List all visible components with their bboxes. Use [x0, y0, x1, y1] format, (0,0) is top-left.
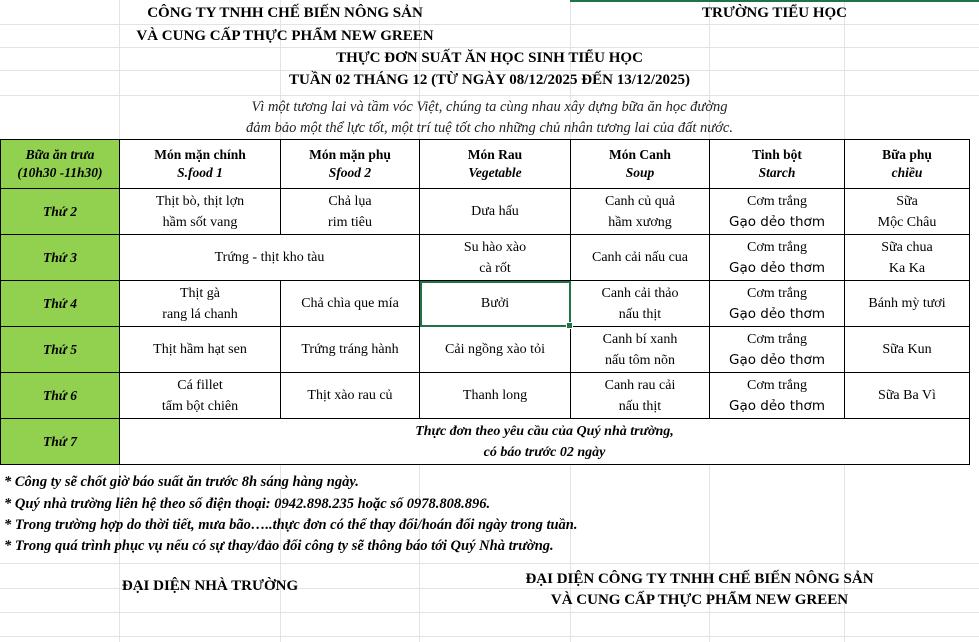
snack-cell[interactable]: Sữa Ba Vì: [845, 373, 970, 419]
starch-cell[interactable]: Cơm trắng Gạo dẻo thơm: [710, 327, 845, 373]
side-dish-cell[interactable]: Thịt xào rau củ: [281, 373, 420, 419]
slogan-line1: Vì một tương lai và tầm vóc Việt, chúng ta cùng nhau xây dựng bữa ăn học đường: [251, 99, 728, 115]
gridline: [0, 95, 979, 96]
side-dish-cell[interactable]: Chả lụa rim tiêu: [281, 189, 420, 235]
snack-cell[interactable]: Sữa Mộc Châu: [845, 189, 970, 235]
table-row: [1, 373, 970, 419]
slogan-line2: đảm bảo một thể lực tốt, một trí tuệ tốt cho những chủ nhân tương lai của đất nước.: [246, 120, 733, 136]
snack-cell[interactable]: Sữa Kun: [845, 327, 970, 373]
soup-cell[interactable]: Canh cải thảo nấu thịt: [571, 281, 710, 327]
gridline: [0, 24, 979, 25]
header-soup[interactable]: Món Canh Soup: [571, 140, 710, 189]
company-name-line1: CÔNG TY TNHH CHẾ BIẾN NÔNG SẢN: [147, 5, 423, 21]
gridline: [0, 612, 979, 613]
header-starch[interactable]: Tinh bột Starch: [710, 140, 845, 189]
company-name-line2: VÀ CUNG CẤP THỰC PHẨM NEW GREEN: [136, 28, 434, 44]
day-label[interactable]: Thứ 3: [1, 235, 120, 281]
gridline: [0, 47, 979, 48]
header-snack[interactable]: Bữa phụ chiều: [845, 140, 970, 189]
header-side-dish[interactable]: Món mặn phụ Sfood 2: [281, 140, 420, 189]
main-dish-cell[interactable]: Thịt gà rang lá chanh: [120, 281, 281, 327]
soup-cell[interactable]: Canh bí xanh nấu tôm nõn: [571, 327, 710, 373]
soup-cell[interactable]: Canh rau cải nấu thịt: [571, 373, 710, 419]
table-row: [1, 327, 970, 373]
gridline: [0, 636, 979, 637]
vegetable-cell-selected[interactable]: Bưởi: [420, 281, 571, 327]
side-dish-cell[interactable]: Chả chìa que mía: [281, 281, 420, 327]
snack-cell[interactable]: Sữa chua Ka Ka: [845, 235, 970, 281]
starch-cell[interactable]: Cơm trắng Gạo dẻo thơm: [710, 189, 845, 235]
menu-title: THỰC ĐƠN SUẤT ĂN HỌC SINH TIỂU HỌC: [336, 50, 643, 66]
saturday-note-cell[interactable]: Thực đơn theo yêu cầu của Quý nhà trường, có báo trước 02 ngày: [120, 419, 970, 465]
company-signature-line2: VÀ CUNG CẤP THỰC PHẨM NEW GREEN: [550, 592, 849, 608]
company-signature-line1: ĐẠI DIỆN CÔNG TY TNHH CHẾ BIẾN NÔNG SẢN: [525, 571, 874, 587]
soup-cell[interactable]: Canh cải nấu cua: [571, 235, 710, 281]
vegetable-cell[interactable]: Thanh long: [420, 373, 571, 419]
note-item: * Quý nhà trường liên hệ theo số điện thoại: 0942.898.235 hoặc số 0978.808.896.: [4, 496, 491, 512]
header-meal[interactable]: Bữa ăn trưa (10h30 -11h30): [1, 140, 120, 189]
note-item: * Trong quá trình phục vụ nếu có sự thay/đảo đổi công ty sẽ thông báo tới Quý Nhà trường.: [4, 538, 554, 554]
note-item: * Công ty sẽ chốt giờ báo suất ăn trước 8h sáng hàng ngày.: [4, 474, 359, 490]
table-row: [1, 235, 970, 281]
vegetable-cell[interactable]: Su hào xào cà rốt: [420, 235, 571, 281]
day-label[interactable]: Thứ 4: [1, 281, 120, 327]
vegetable-cell[interactable]: Dưa hấu: [420, 189, 571, 235]
table-row: [1, 419, 970, 465]
day-label[interactable]: Thứ 7: [1, 419, 120, 465]
header-main-dish[interactable]: Món mặn chính S.food 1: [120, 140, 281, 189]
starch-cell[interactable]: Cơm trắng Gạo dẻo thơm: [710, 235, 845, 281]
school-signature: ĐẠI DIỆN NHÀ TRƯỜNG: [121, 578, 299, 594]
starch-cell[interactable]: Cơm trắng Gạo dẻo thơm: [710, 373, 845, 419]
table-row: [1, 189, 970, 235]
vegetable-cell[interactable]: Cải ngồng xào tỏi: [420, 327, 571, 373]
main-dish-cell[interactable]: Cá fillet tẩm bột chiên: [120, 373, 281, 419]
side-dish-cell[interactable]: Trứng tráng hành: [281, 327, 420, 373]
menu-week: TUẦN 02 THÁNG 12 (TỪ NGÀY 08/12/2025 ĐẾN 13/12/2025): [288, 72, 691, 88]
table-row: [1, 281, 970, 327]
main-side-merged-cell[interactable]: Trứng - thịt kho tàu: [120, 235, 420, 281]
soup-cell[interactable]: Canh củ quả hầm xương: [571, 189, 710, 235]
header-vegetable[interactable]: Món Rau Vegetable: [420, 140, 571, 189]
day-label[interactable]: Thứ 2: [1, 189, 120, 235]
note-item: * Trong trường hợp do thời tiết, mưa bão…..thực đơn có thể thay đổi/hoán đổi ngày trong tuần.: [4, 517, 578, 533]
day-label[interactable]: Thứ 5: [1, 327, 120, 373]
starch-cell[interactable]: Cơm trắng Gạo dẻo thơm: [710, 281, 845, 327]
menu-table: [0, 139, 970, 465]
school-name: TRƯỜNG TIỂU HỌC: [701, 5, 848, 21]
main-dish-cell[interactable]: Thịt bò, thịt lợn hầm sốt vang: [120, 189, 281, 235]
main-dish-cell[interactable]: Thịt hầm hạt sen: [120, 327, 281, 373]
day-label[interactable]: Thứ 6: [1, 373, 120, 419]
gridline: [0, 70, 979, 71]
table-header-row: [1, 140, 970, 189]
gridline: [0, 563, 979, 564]
snack-cell[interactable]: Bánh mỳ tươi: [845, 281, 970, 327]
